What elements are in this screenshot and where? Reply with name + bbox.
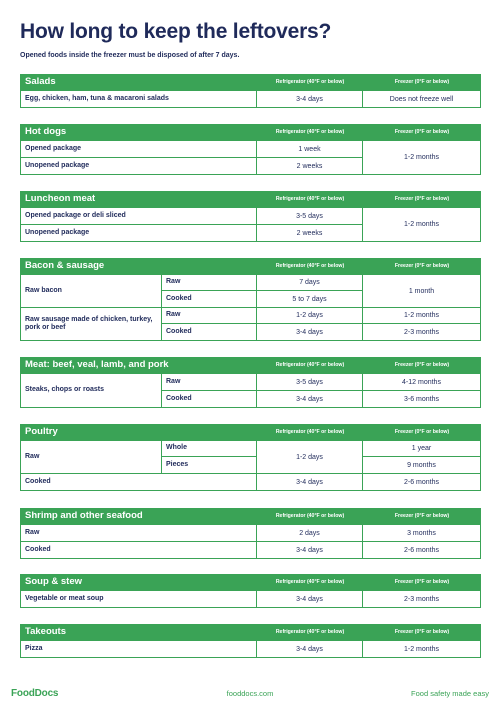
section-header	[20, 357, 481, 374]
col-header-freezer: Freezer (0°F or below)	[394, 429, 450, 435]
row-label: Raw bacon	[25, 286, 62, 294]
section-table	[20, 91, 481, 108]
col-header-freezer: Freezer (0°F or below)	[394, 129, 450, 135]
page-title: How long to keep the leftovers?	[20, 20, 332, 43]
freezer-value: 2-6 months	[403, 478, 440, 486]
fridge-value: 3-4 days	[296, 395, 323, 403]
section-title: Hot dogs	[25, 126, 67, 137]
section-header	[20, 574, 481, 591]
section-luncheon-meat	[20, 191, 481, 241]
fridge-value: 3-4 days	[296, 478, 323, 486]
footer-url[interactable]: fooddocs.com	[226, 689, 274, 698]
section-hotdogs	[20, 124, 481, 174]
section-title: Poultry	[25, 426, 58, 437]
section-header	[20, 74, 481, 91]
freezer-value: 1-2 months	[403, 645, 440, 653]
freezer-value: 1 month	[408, 287, 435, 295]
fridge-value: 1 week	[298, 145, 321, 153]
section-title: Meat: beef, veal, lamb, and pork	[25, 359, 169, 370]
row-label: Cooked	[25, 477, 51, 485]
section-header	[20, 191, 481, 208]
section-title: Soup & stew	[25, 576, 83, 587]
section-poultry	[20, 424, 481, 491]
freezer-value: 4-12 months	[402, 378, 441, 386]
section-table	[20, 525, 481, 559]
freezer-value: 2-6 months	[403, 546, 440, 554]
sub-label: Raw	[166, 377, 181, 385]
col-header-fridge: Refrigerator (40°F or below)	[275, 629, 345, 635]
section-table	[20, 275, 481, 341]
section-title: Bacon & sausage	[25, 260, 105, 271]
col-header-fridge: Refrigerator (40°F or below)	[275, 579, 345, 585]
sub-label: Raw	[166, 311, 181, 319]
fridge-value: 3-4 days	[296, 546, 323, 554]
freezer-value: 9 months	[407, 461, 436, 469]
row-label: Steaks, chops or roasts	[25, 386, 104, 394]
fridge-value: 1-2 days	[296, 453, 323, 461]
section-header	[20, 424, 481, 441]
row-label: Cooked	[25, 545, 51, 553]
section-title: Takeouts	[25, 626, 67, 637]
section-title: Luncheon meat	[25, 193, 96, 204]
row-label: Opened package or deli sliced	[25, 211, 126, 219]
section-bacon-sausage	[20, 258, 481, 341]
section-header	[20, 258, 481, 275]
row-label: Opened package	[25, 144, 82, 152]
section-table	[20, 374, 481, 408]
freezer-value: 2-3 months	[403, 595, 440, 603]
section-table	[20, 641, 481, 658]
section-table	[20, 441, 481, 491]
col-header-fridge: Refrigerator (40°F or below)	[275, 129, 345, 135]
fridge-value: 7 days	[299, 279, 320, 286]
fridge-value: 5 to 7 days	[292, 295, 327, 303]
col-header-freezer: Freezer (0°F or below)	[394, 79, 450, 85]
freezer-value: 2-3 months	[403, 328, 440, 336]
col-header-freezer: Freezer (0°F or below)	[394, 629, 450, 635]
section-soup-stew	[20, 574, 481, 608]
fooddocs-logo: FoodDocs	[11, 688, 59, 699]
section-takeouts	[20, 624, 481, 658]
row-label: Unopened package	[25, 228, 90, 236]
sub-label: Cooked	[166, 394, 192, 402]
fridge-value: 2 weeks	[296, 162, 323, 170]
section-header	[20, 624, 481, 641]
row-label: Pizza	[25, 644, 43, 652]
fridge-value: 3-4 days	[296, 645, 323, 653]
fridge-value: 3-5 days	[296, 212, 323, 220]
section-table	[20, 208, 481, 242]
freezer-value: 1-2 months	[403, 154, 440, 161]
col-header-freezer: Freezer (0°F or below)	[394, 263, 450, 269]
section-title: Shrimp and other seafood	[25, 510, 143, 521]
col-header-fridge: Refrigerator (40°F or below)	[275, 196, 345, 202]
col-header-fridge: Refrigerator (40°F or below)	[275, 263, 345, 269]
sub-label: Cooked	[166, 327, 192, 335]
freezer-value: 1 year	[411, 445, 432, 452]
sub-label: Cooked	[166, 294, 192, 302]
freezer-value: 3 months	[407, 529, 436, 537]
fridge-value: 3-4 days	[296, 328, 323, 336]
section-table	[20, 591, 481, 608]
col-header-fridge: Refrigerator (40°F or below)	[275, 362, 345, 368]
sub-label: Whole	[166, 444, 187, 452]
fridge-value: 2 weeks	[296, 229, 323, 237]
section-salads	[20, 74, 481, 108]
section-title: Salads	[25, 76, 56, 87]
row-label: Egg, chicken, ham, tuna & macaroni salads	[25, 94, 169, 102]
row-label: Vegetable or meat soup	[25, 594, 104, 602]
col-header-freezer: Freezer (0°F or below)	[394, 513, 450, 519]
section-header	[20, 124, 481, 141]
row-label: Raw sausage made of chicken, turkey, pork or beef	[25, 315, 153, 331]
page-subtitle: Opened foods inside the freezer must be disposed of after 7 days.	[20, 52, 240, 59]
fridge-value: 3-5 days	[296, 378, 323, 386]
footer-tagline: Food safety made easy	[411, 689, 489, 698]
sub-label: Raw	[166, 278, 181, 286]
col-header-freezer: Freezer (0°F or below)	[394, 579, 450, 585]
col-header-freezer: Freezer (0°F or below)	[394, 196, 450, 202]
row-label: Raw	[25, 452, 40, 460]
section-table	[20, 141, 481, 175]
sub-label: Pieces	[166, 460, 189, 468]
col-header-fridge: Refrigerator (40°F or below)	[275, 79, 345, 85]
freezer-value: 1-2 months	[403, 312, 440, 319]
freezer-value: Does not freeze well	[389, 95, 454, 103]
freezer-value: 3-6 months	[403, 395, 440, 403]
row-label: Raw	[25, 528, 40, 536]
fridge-value: 3-4 days	[296, 595, 323, 603]
fridge-value: 1-2 days	[296, 312, 323, 319]
fridge-value: 2 days	[299, 529, 320, 537]
row-label: Unopened package	[25, 161, 90, 169]
col-header-freezer: Freezer (0°F or below)	[394, 362, 450, 368]
section-seafood	[20, 508, 481, 558]
col-header-fridge: Refrigerator (40°F or below)	[275, 429, 345, 435]
section-header	[20, 508, 481, 525]
fridge-value: 3-4 days	[296, 95, 323, 103]
col-header-fridge: Refrigerator (40°F or below)	[275, 513, 345, 519]
section-meat	[20, 357, 481, 407]
freezer-value: 1-2 months	[403, 221, 440, 228]
